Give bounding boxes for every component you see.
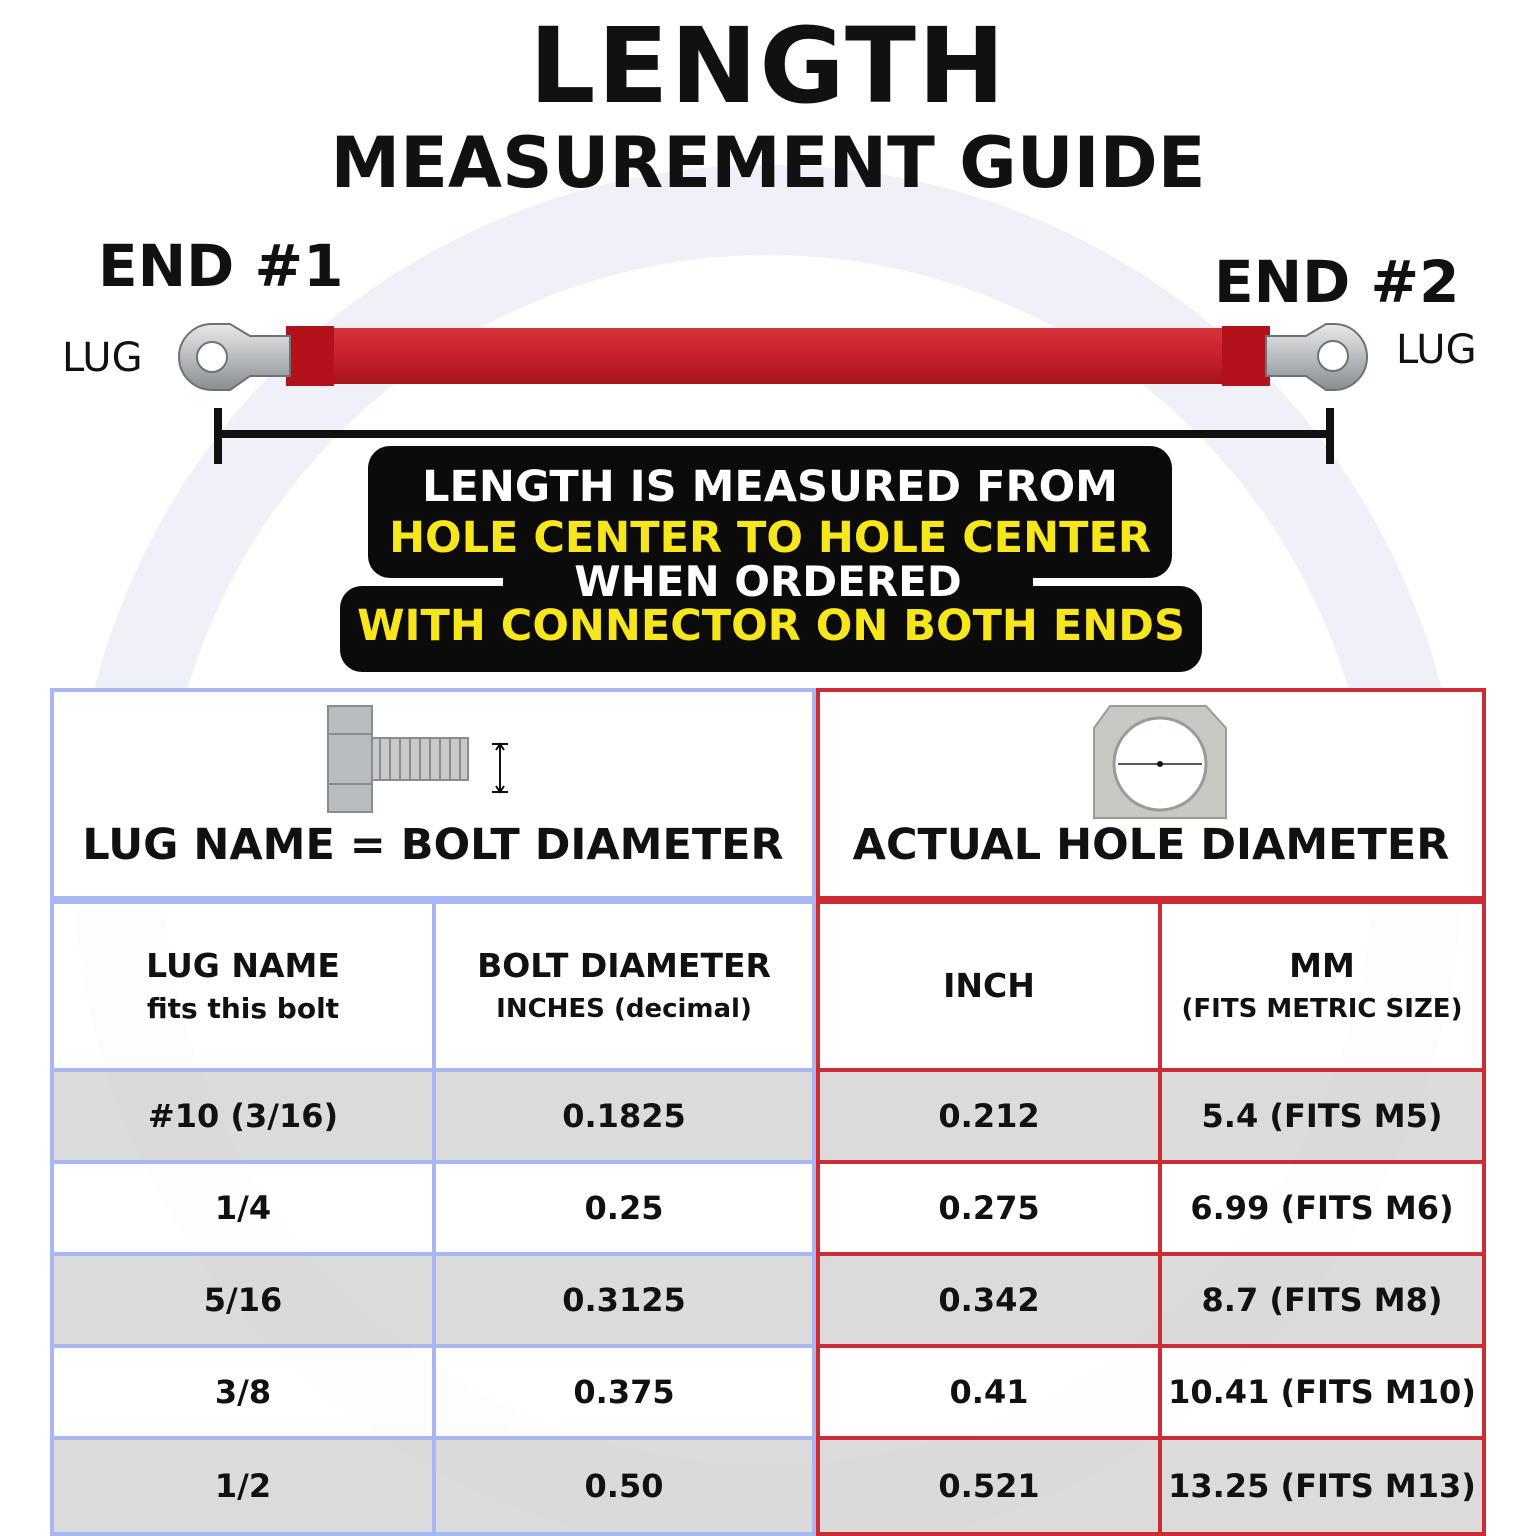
column-title: MM xyxy=(1289,946,1355,985)
page-subtitle: MEASUREMENT GUIDE xyxy=(330,122,1206,204)
callout-line-3: WHEN ORDERED xyxy=(503,563,1033,601)
table-cell: 0.521 xyxy=(816,1436,1162,1536)
column-subtitle: (FITS METRIC SIZE) xyxy=(1181,994,1463,1024)
table-cell: 0.41 xyxy=(816,1344,1162,1440)
cable-body xyxy=(286,328,1266,384)
column-header-bolt-diameter xyxy=(432,900,816,1072)
column-title: BOLT DIAMETER xyxy=(477,946,771,985)
table-cell: 10.41 (FITS M10) xyxy=(1158,1344,1486,1440)
column-subtitle: fits this bolt xyxy=(146,992,340,1025)
callout-line-2: HOLE CENTER TO HOLE CENTER xyxy=(389,513,1151,563)
right-lug-label: LUG xyxy=(1396,327,1477,373)
end-2-label: END #2 xyxy=(1214,248,1460,316)
table-cell: 0.50 xyxy=(432,1436,816,1536)
table-cell: 5/16 xyxy=(50,1252,436,1348)
table-cell: 1/2 xyxy=(50,1436,436,1536)
table-cell: 5.4 (FITS M5) xyxy=(1158,1068,1486,1164)
column-header-mm xyxy=(1158,900,1486,1072)
heat-shrink-left xyxy=(286,326,334,386)
left-lug-icon xyxy=(179,324,290,390)
table-cell: 0.375 xyxy=(432,1344,816,1440)
table-cell: 0.1825 xyxy=(432,1068,816,1164)
table-cell: 0.25 xyxy=(432,1160,816,1256)
table-cell: 3/8 xyxy=(50,1344,436,1440)
table-cell: 0.3125 xyxy=(432,1252,816,1348)
bolt-icon xyxy=(320,700,520,820)
table-cell: 1/4 xyxy=(50,1160,436,1256)
table-cell: #10 (3/16) xyxy=(50,1068,436,1164)
table-cell: 0.342 xyxy=(816,1252,1162,1348)
table-cell: 0.275 xyxy=(816,1160,1162,1256)
table-cell: 0.212 xyxy=(816,1068,1162,1164)
right-lug-icon xyxy=(1266,324,1367,390)
table-cell: 6.99 (FITS M6) xyxy=(1158,1160,1486,1256)
lug-hole-icon xyxy=(1086,702,1236,822)
column-title: LUG NAME xyxy=(146,946,340,985)
left-section-caption: LUG NAME = BOLT DIAMETER xyxy=(82,820,784,870)
column-header-lug-name xyxy=(50,900,436,1072)
column-subtitle: INCHES (decimal) xyxy=(496,994,752,1024)
left-lug-label: LUG xyxy=(62,335,143,381)
column-title: INCH xyxy=(943,966,1035,1005)
column-header-inch xyxy=(816,900,1162,1072)
end-1-label: END #1 xyxy=(98,232,344,300)
page-title: LENGTH xyxy=(529,5,1007,127)
bolt-diameter-section xyxy=(50,688,816,900)
heat-shrink-right xyxy=(1222,326,1270,386)
callout-line-1: LENGTH IS MEASURED FROM xyxy=(422,462,1118,512)
table-cell: 8.7 (FITS M8) xyxy=(1158,1252,1486,1348)
table-cell: 13.25 (FITS M13) xyxy=(1158,1436,1486,1536)
hole-diameter-section xyxy=(816,688,1486,900)
callout-line-4: WITH CONNECTOR ON BOTH ENDS xyxy=(357,601,1185,651)
right-section-caption: ACTUAL HOLE DIAMETER xyxy=(852,820,1450,870)
